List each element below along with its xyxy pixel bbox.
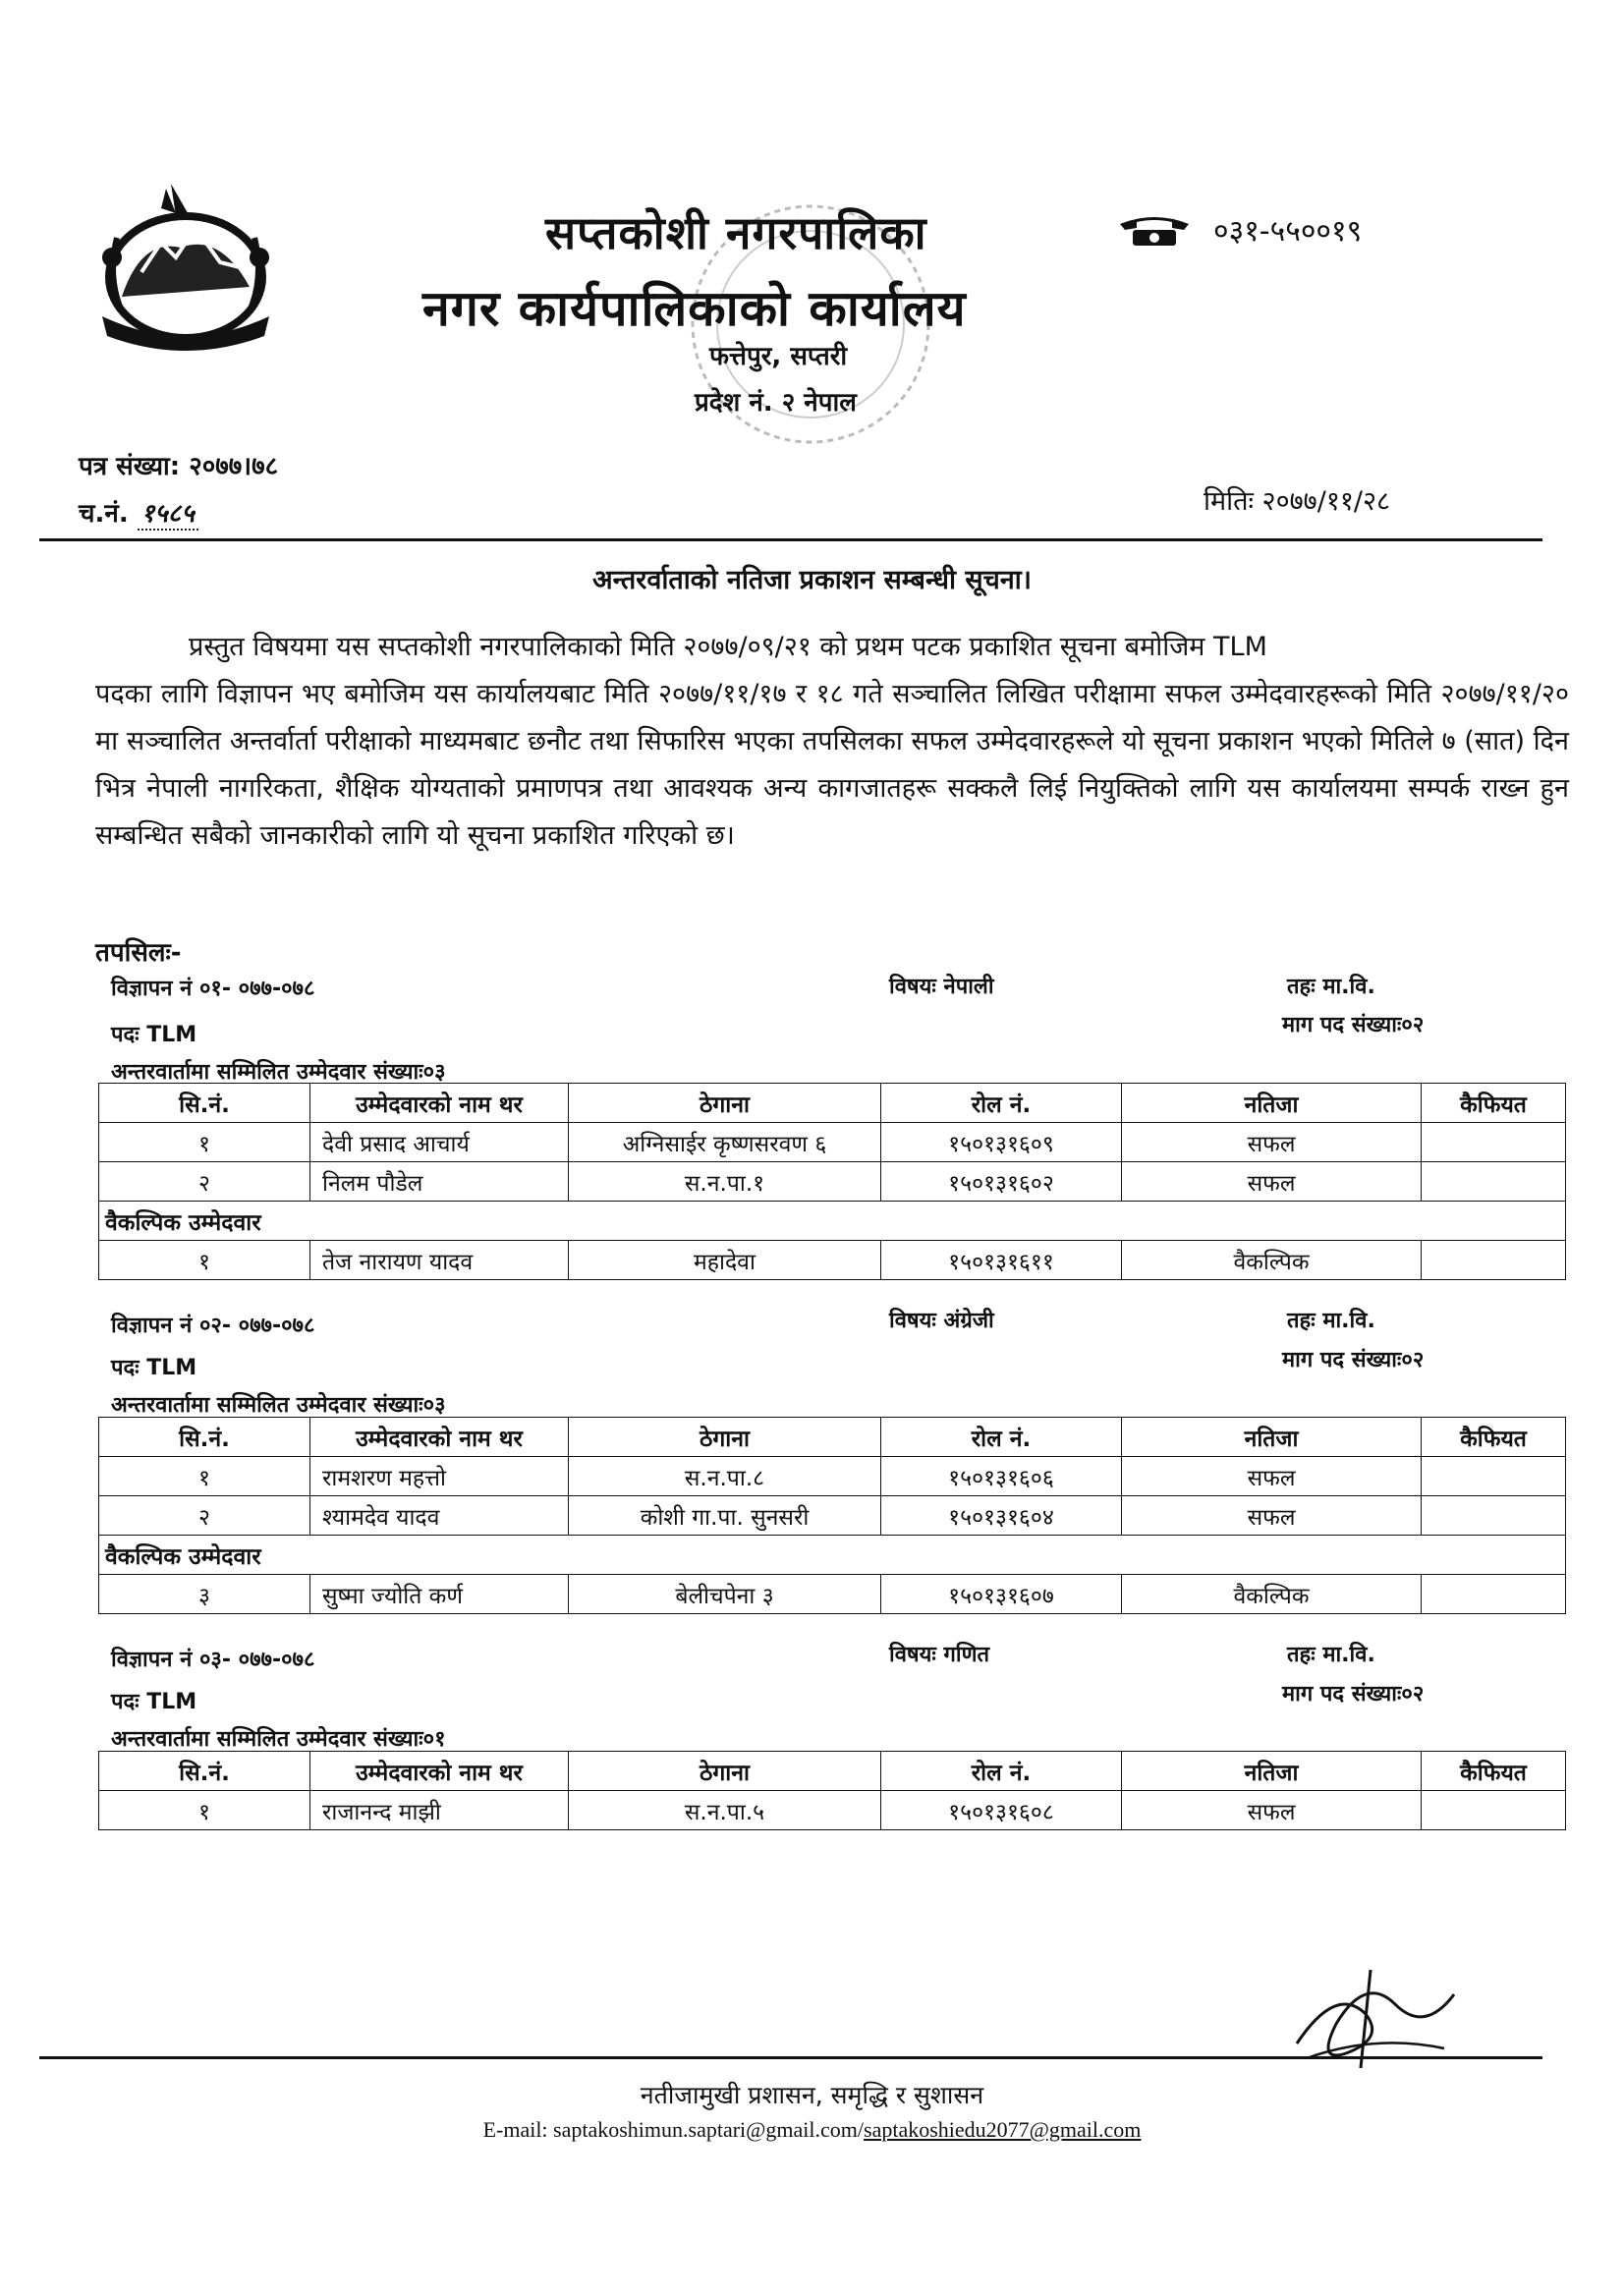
cell-result: सफल <box>1122 1123 1422 1162</box>
nepal-emblem-icon <box>83 179 289 351</box>
tapsil-label: तपसिलः- <box>95 938 182 968</box>
cell-address: अग्निसाईर कृष्णसरवण ६ <box>569 1123 881 1162</box>
col-address: ठेगाना <box>569 1084 881 1123</box>
col-result: नतिजा <box>1122 1418 1422 1457</box>
col-name: उम्मेदवारको नाम थर <box>310 1418 569 1457</box>
adv-subject: विषयः नेपाली <box>889 975 994 999</box>
cell-address: बेलीचपेना ३ <box>569 1575 881 1614</box>
cell-result: वैकल्पिक <box>1122 1575 1422 1614</box>
adv-level: तहः मा.वि. <box>1287 1309 1375 1333</box>
header-divider <box>39 538 1542 541</box>
alternate-section-row <box>99 1202 1566 1241</box>
dispatch-value: १५८५ <box>138 499 198 531</box>
alternate-label: वैकल्पिक उम्मेदवार <box>99 1536 1566 1575</box>
cell-address: स.न.पा.५ <box>569 1791 881 1830</box>
adv-demand: माग पद संख्याः०२ <box>1282 1013 1425 1037</box>
adv-number: विज्ञापन नं ०३- ०७७-०७८ <box>111 1648 315 1672</box>
dispatch-label: च.नं. <box>79 499 129 529</box>
table-header-row <box>99 1418 1566 1457</box>
table-row <box>99 1241 1566 1280</box>
col-remarks: कैफियत <box>1422 1084 1566 1123</box>
adv-demand: माग पद संख्याः०२ <box>1282 1348 1425 1372</box>
results-table-2 <box>98 1417 1566 1614</box>
col-roll: रोल नं. <box>881 1084 1122 1123</box>
cell-sn: २ <box>99 1496 310 1536</box>
adv-level: तहः मा.वि. <box>1287 975 1375 999</box>
telephone-icon <box>1115 214 1194 248</box>
cell-remarks <box>1422 1575 1566 1614</box>
table-row <box>99 1162 1566 1202</box>
cell-result: वैकल्पिक <box>1122 1241 1422 1280</box>
col-name: उम्मेदवारको नाम थर <box>310 1752 569 1791</box>
footer-slogan: नतीजामुखी प्रशासन, समृद्धि र सुशासन <box>640 2081 984 2109</box>
cell-sn: ३ <box>99 1575 310 1614</box>
alternate-label: वैकल्पिक उम्मेदवार <box>99 1202 1566 1241</box>
results-table-3 <box>98 1751 1566 1830</box>
notice-body-rest: पदका लागि विज्ञापन भए बमोजिम यस कार्यालयबाट मिति २०७७/११/१७ र १८ गते सञ्चालित लिखित परीक्षामा सफल उम्मेदवारहरूको मिति २०७७/११/२० मा सञ्चालित अन्तर्वार्ता परीक्षाको माध्यमबाट छनौट तथा सिफारिस भएका तपसिलका सफल उम्मेदवारहरूले यो सूचना प्रकाशन भएको मितिले ७ (सात) दिन भित्र नेपाली नागरिकता, शैक्षिक योग्यताको प्रमाणपत्र तथा आवश्यक अन्य कागजातहरू सक्कलै लिई नियुक्तिको लागि यस कार्यालयमा सम्पर्क राख्न हुन सम्बन्धित सबैको जानकारीको लागि यो सूचना प्रकाशित गरिएको छ। <box>95 679 1569 851</box>
table-row <box>99 1457 1566 1496</box>
cell-result: सफल <box>1122 1496 1422 1536</box>
cell-address: महादेवा <box>569 1241 881 1280</box>
adv-count: अन्तरवार्तामा सम्मिलित उम्मेदवार संख्याः०३ <box>111 1393 446 1418</box>
cell-sn: २ <box>99 1162 310 1202</box>
table-header-row <box>99 1752 1566 1791</box>
adv-number: विज्ञापन नं ०२- ०७७-०७८ <box>111 1314 315 1338</box>
cell-name: राजानन्द माझी <box>310 1791 569 1830</box>
municipality-name: सप्तकोशी नगरपालिका <box>545 206 927 259</box>
cell-address: कोशी गा.पा. सुनसरी <box>569 1496 881 1536</box>
notice-body-first-line: प्रस्तुत विषयमा यस सप्तकोशी नगरपालिकाको मिति २०७७/०९/२१ को प्रथम पटक प्रकाशित सूचना बमोजिम TLM <box>189 632 1267 662</box>
cell-result: सफल <box>1122 1457 1422 1496</box>
cell-result: सफल <box>1122 1162 1422 1202</box>
adv-number: विज्ञापन नं ०१- ०७७-०७८ <box>111 977 315 1001</box>
col-result: नतिजा <box>1122 1084 1422 1123</box>
col-sn: सि.नं. <box>99 1752 310 1791</box>
cell-name: रामशरण महत्तो <box>310 1457 569 1496</box>
adv-subject: विषयः अंग्रेजी <box>889 1309 994 1333</box>
footer-email <box>0 2117 1624 2143</box>
cell-remarks <box>1422 1791 1566 1830</box>
adv-post: पदः TLM <box>111 1356 197 1380</box>
table-header-row <box>99 1084 1566 1123</box>
letter-number: पत्र संख्या: २०७७।७८ <box>79 452 279 481</box>
cell-name: देवी प्रसाद आचार्य <box>310 1123 569 1162</box>
footer-divider <box>39 2056 1542 2059</box>
cell-result: सफल <box>1122 1791 1422 1830</box>
phone-number: ०३१-५५००१९ <box>1213 214 1363 249</box>
col-remarks: कैफियत <box>1422 1752 1566 1791</box>
cell-address: स.न.पा.१ <box>569 1162 881 1202</box>
col-sn: सि.नं. <box>99 1084 310 1123</box>
dispatch-number <box>79 494 198 530</box>
cell-sn: १ <box>99 1241 310 1280</box>
cell-roll: १५०१३१६०८ <box>881 1791 1122 1830</box>
cell-address: स.न.पा.८ <box>569 1457 881 1496</box>
col-name: उम्मेदवारको नाम थर <box>310 1084 569 1123</box>
col-roll: रोल नं. <box>881 1752 1122 1791</box>
col-roll: रोल नं. <box>881 1418 1122 1457</box>
results-table-1 <box>98 1083 1566 1280</box>
cell-roll: १५०१३१६०६ <box>881 1457 1122 1496</box>
cell-name: निलम पौडेल <box>310 1162 569 1202</box>
adv-demand: माग पद संख्याः०२ <box>1282 1682 1425 1707</box>
adv-count: अन्तरवार्तामा सम्मिलित उम्मेदवार संख्याः०३ <box>111 1060 446 1085</box>
table-row <box>99 1791 1566 1830</box>
adv-subject: विषयः गणित <box>889 1643 990 1667</box>
col-sn: सि.नं. <box>99 1418 310 1457</box>
cell-sn: १ <box>99 1457 310 1496</box>
adv-post: पदः TLM <box>111 1690 197 1714</box>
cell-remarks <box>1422 1241 1566 1280</box>
email-secondary[interactable]: saptakoshiedu2077@gmail.com <box>864 2117 1142 2142</box>
col-result: नतिजा <box>1122 1752 1422 1791</box>
table-row <box>99 1496 1566 1536</box>
table-row <box>99 1575 1566 1614</box>
cell-roll: १५०१३१६०२ <box>881 1162 1122 1202</box>
alternate-section-row <box>99 1536 1566 1575</box>
cell-remarks <box>1422 1162 1566 1202</box>
cell-roll: १५०१३१६०४ <box>881 1496 1122 1536</box>
adv-count: अन्तरवार्तामा सम्मिलित उम्मेदवार संख्याः०१ <box>111 1727 446 1752</box>
notice-subject: अन्तरर्वाताको नतिजा प्रकाशन सम्बन्धी सूचना। <box>591 565 1033 595</box>
col-remarks: कैफियत <box>1422 1418 1566 1457</box>
col-address: ठेगाना <box>569 1752 881 1791</box>
cell-roll: १५०१३१६११ <box>881 1241 1122 1280</box>
cell-sn: १ <box>99 1791 310 1830</box>
cell-remarks <box>1422 1123 1566 1162</box>
adv-post: पदः TLM <box>111 1023 197 1047</box>
cell-remarks <box>1422 1496 1566 1536</box>
notice-body <box>95 624 1569 860</box>
address-line1: फत्तेपुर, सप्तरी <box>709 342 848 371</box>
cell-name: तेज नारायण यादव <box>310 1241 569 1280</box>
cell-roll: १५०१३१६०७ <box>881 1575 1122 1614</box>
address-line2: प्रदेश नं. २ नेपाल <box>695 388 857 418</box>
office-name: नगर कार्यपालिकाको कार्यालय <box>422 280 967 337</box>
col-address: ठेगाना <box>569 1418 881 1457</box>
cell-roll: १५०१३१६०९ <box>881 1123 1122 1162</box>
cell-remarks <box>1422 1457 1566 1496</box>
cell-name: श्यामदेव यादव <box>310 1496 569 1536</box>
cell-sn: १ <box>99 1123 310 1162</box>
table-row <box>99 1123 1566 1162</box>
adv-level: तहः मा.वि. <box>1287 1643 1375 1667</box>
cell-name: सुष्मा ज्योति कर्ण <box>310 1575 569 1614</box>
date: मितिः २०७७/११/२८ <box>1204 486 1391 517</box>
email-primary: E-mail: saptakoshimun.saptari@gmail.com/ <box>482 2117 865 2142</box>
